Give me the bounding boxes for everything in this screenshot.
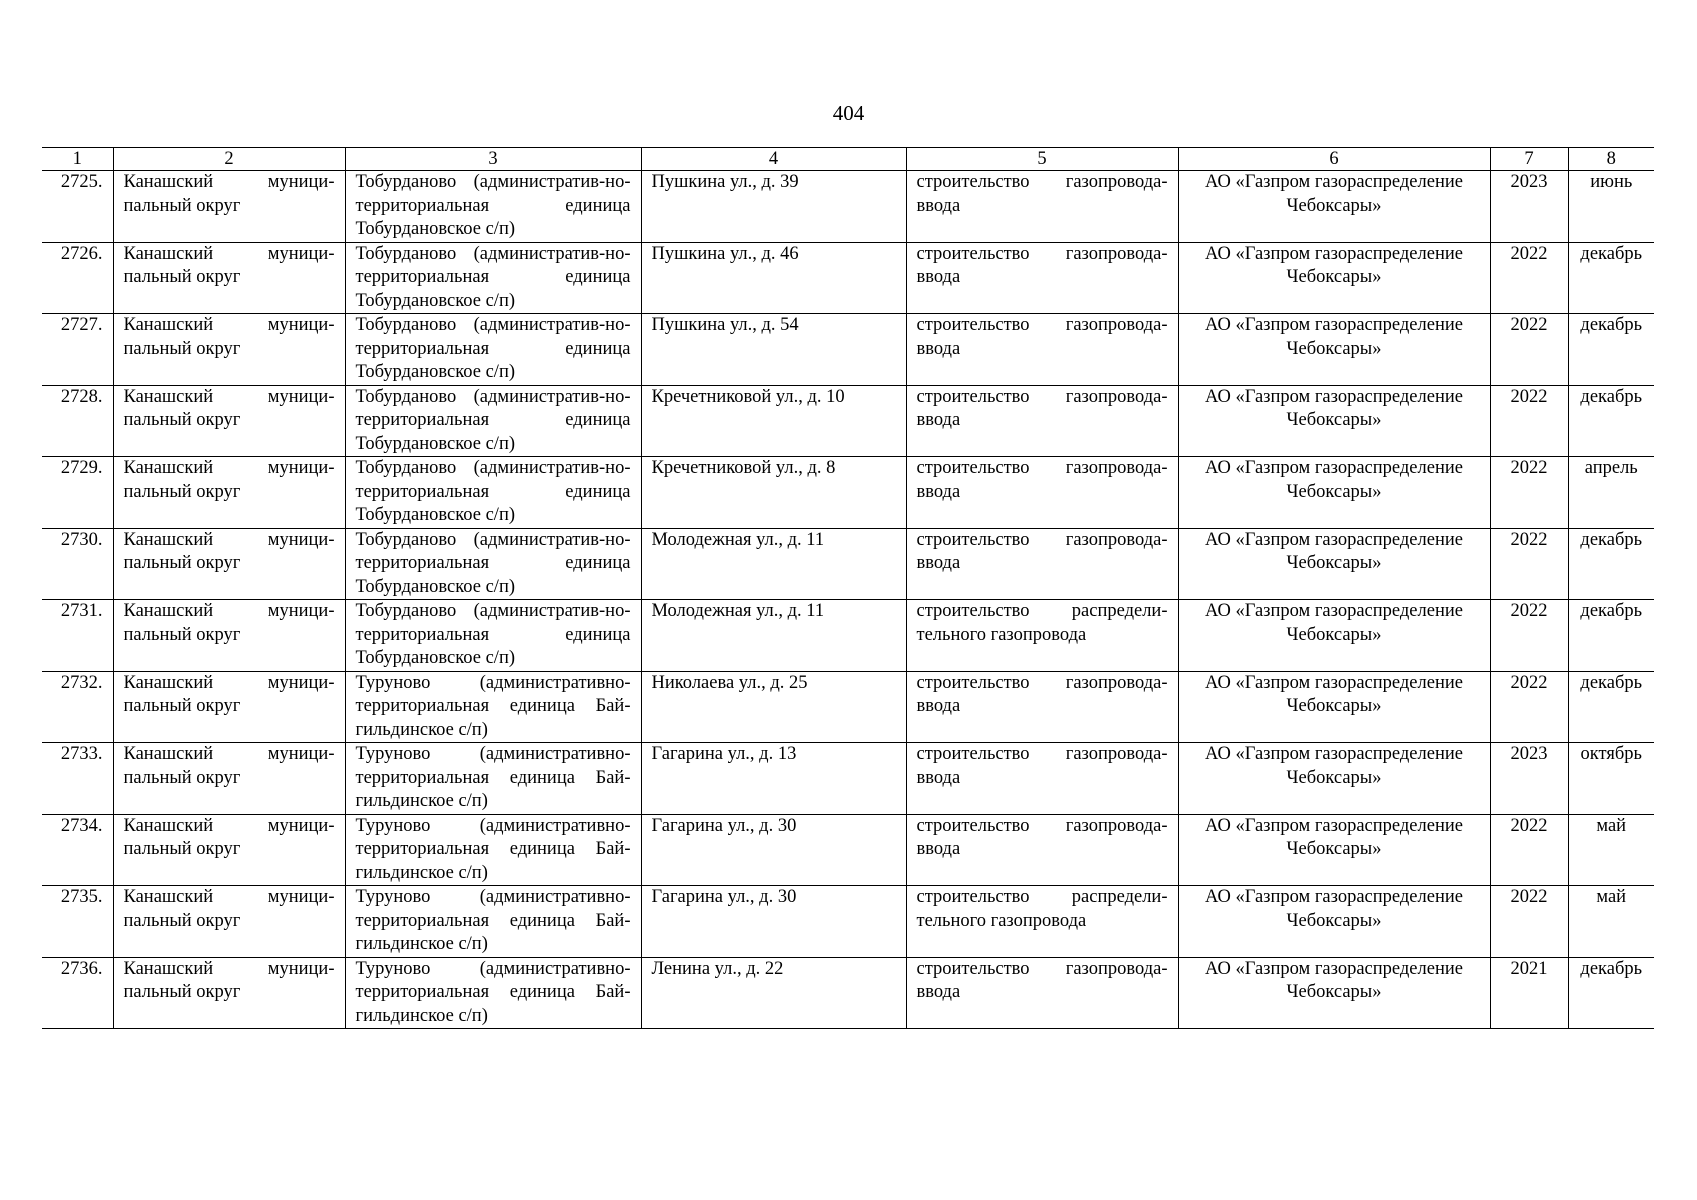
address-cell: Пушкина ул., д. 39 xyxy=(641,171,906,243)
organization-cell: АО «Газпром газораспределение Чебоксары» xyxy=(1178,171,1490,243)
settlement-cell: Тобурданово (административ-но-территориальная единица Тобурдановское с/п) xyxy=(345,457,641,529)
month-cell: декабрь xyxy=(1568,314,1654,386)
year-cell: 2022 xyxy=(1490,457,1568,529)
column-header: 5 xyxy=(906,148,1178,171)
year-cell: 2022 xyxy=(1490,671,1568,743)
district-cell: Канашский муници-пальный округ xyxy=(113,743,345,815)
work-type-cell: строительство газопровода-ввода xyxy=(906,242,1178,314)
work-type-cell: строительство газопровода-ввода xyxy=(906,385,1178,457)
work-type-cell: строительство распредели-тельного газопровода xyxy=(906,886,1178,958)
month-cell: декабрь xyxy=(1568,528,1654,600)
settlement-cell: Туруново (административно-территориальная единица Бай-гильдинское с/п) xyxy=(345,671,641,743)
table-row xyxy=(42,743,1654,815)
column-header: 4 xyxy=(641,148,906,171)
work-type-cell: строительство газопровода-ввода xyxy=(906,671,1178,743)
month-cell: май xyxy=(1568,886,1654,958)
work-type-cell: строительство газопровода-ввода xyxy=(906,457,1178,529)
work-type-cell: строительство газопровода-ввода xyxy=(906,528,1178,600)
organization-cell: АО «Газпром газораспределение Чебоксары» xyxy=(1178,457,1490,529)
district-cell: Канашский муници-пальный округ xyxy=(113,528,345,600)
year-cell: 2023 xyxy=(1490,743,1568,815)
settlement-cell: Туруново (административно-территориальная единица Бай-гильдинское с/п) xyxy=(345,814,641,886)
work-type-cell: строительство газопровода-ввода xyxy=(906,814,1178,886)
address-cell: Кречетниковой ул., д. 8 xyxy=(641,457,906,529)
work-type-cell: строительство газопровода-ввода xyxy=(906,314,1178,386)
row-number-cell: 2736. xyxy=(42,957,113,1029)
organization-cell: АО «Газпром газораспределение Чебоксары» xyxy=(1178,743,1490,815)
month-cell: декабрь xyxy=(1568,671,1654,743)
organization-cell: АО «Газпром газораспределение Чебоксары» xyxy=(1178,886,1490,958)
column-header: 8 xyxy=(1568,148,1654,171)
table-row xyxy=(42,600,1654,672)
page-number: 404 xyxy=(832,101,865,125)
table-row xyxy=(42,814,1654,886)
month-cell: декабрь xyxy=(1568,600,1654,672)
row-number-cell: 2733. xyxy=(42,743,113,815)
row-number-cell: 2734. xyxy=(42,814,113,886)
table-row xyxy=(42,886,1654,958)
table-row xyxy=(42,314,1654,386)
table-row xyxy=(42,171,1654,243)
column-header: 3 xyxy=(345,148,641,171)
settlement-cell: Тобурданово (административ-но-территориальная единица Тобурдановское с/п) xyxy=(345,314,641,386)
address-cell: Николаева ул., д. 25 xyxy=(641,671,906,743)
organization-cell: АО «Газпром газораспределение Чебоксары» xyxy=(1178,814,1490,886)
settlement-cell: Тобурданово (административ-но-территориальная единица Тобурдановское с/п) xyxy=(345,171,641,243)
organization-cell: АО «Газпром газораспределение Чебоксары» xyxy=(1178,385,1490,457)
organization-cell: АО «Газпром газораспределение Чебоксары» xyxy=(1178,528,1490,600)
month-cell: декабрь xyxy=(1568,385,1654,457)
organization-cell: АО «Газпром газораспределение Чебоксары» xyxy=(1178,957,1490,1029)
settlement-cell: Тобурданово (административ-но-территориальная единица Тобурдановское с/п) xyxy=(345,385,641,457)
year-cell: 2023 xyxy=(1490,171,1568,243)
year-cell: 2021 xyxy=(1490,957,1568,1029)
settlement-cell: Туруново (административно-территориальная единица Бай-гильдинское с/п) xyxy=(345,957,641,1029)
organization-cell: АО «Газпром газораспределение Чебоксары» xyxy=(1178,314,1490,386)
work-type-cell: строительство распредели-тельного газопровода xyxy=(906,600,1178,672)
district-cell: Канашский муници-пальный округ xyxy=(113,957,345,1029)
address-cell: Молодежная ул., д. 11 xyxy=(641,600,906,672)
row-number-cell: 2728. xyxy=(42,385,113,457)
district-cell: Канашский муници-пальный округ xyxy=(113,314,345,386)
address-cell: Кречетниковой ул., д. 10 xyxy=(641,385,906,457)
address-cell: Гагарина ул., д. 13 xyxy=(641,743,906,815)
column-header: 2 xyxy=(113,148,345,171)
organization-cell: АО «Газпром газораспределение Чебоксары» xyxy=(1178,671,1490,743)
column-header: 6 xyxy=(1178,148,1490,171)
district-cell: Канашский муници-пальный округ xyxy=(113,171,345,243)
row-number-cell: 2730. xyxy=(42,528,113,600)
organization-cell: АО «Газпром газораспределение Чебоксары» xyxy=(1178,242,1490,314)
settlement-cell: Тобурданово (административ-но-территориальная единица Тобурдановское с/п) xyxy=(345,600,641,672)
table-row xyxy=(42,671,1654,743)
settlement-cell: Туруново (административно-территориальная единица Бай-гильдинское с/п) xyxy=(345,886,641,958)
row-number-cell: 2735. xyxy=(42,886,113,958)
address-cell: Ленина ул., д. 22 xyxy=(641,957,906,1029)
row-number-cell: 2725. xyxy=(42,171,113,243)
address-cell: Гагарина ул., д. 30 xyxy=(641,886,906,958)
year-cell: 2022 xyxy=(1490,385,1568,457)
work-type-cell: строительство газопровода-ввода xyxy=(906,957,1178,1029)
year-cell: 2022 xyxy=(1490,242,1568,314)
row-number-cell: 2731. xyxy=(42,600,113,672)
table-row xyxy=(42,242,1654,314)
district-cell: Канашский муници-пальный округ xyxy=(113,242,345,314)
year-cell: 2022 xyxy=(1490,600,1568,672)
settlement-cell: Туруново (административно-территориальная единица Бай-гильдинское с/п) xyxy=(345,743,641,815)
year-cell: 2022 xyxy=(1490,528,1568,600)
month-cell: июнь xyxy=(1568,171,1654,243)
month-cell: декабрь xyxy=(1568,242,1654,314)
row-number-cell: 2732. xyxy=(42,671,113,743)
month-cell: май xyxy=(1568,814,1654,886)
column-header-row xyxy=(42,148,1654,171)
address-cell: Молодежная ул., д. 11 xyxy=(641,528,906,600)
row-number-cell: 2727. xyxy=(42,314,113,386)
month-cell: октябрь xyxy=(1568,743,1654,815)
year-cell: 2022 xyxy=(1490,886,1568,958)
gas-pipeline-table xyxy=(42,147,1654,1029)
year-cell: 2022 xyxy=(1490,314,1568,386)
district-cell: Канашский муници-пальный округ xyxy=(113,814,345,886)
organization-cell: АО «Газпром газораспределение Чебоксары» xyxy=(1178,600,1490,672)
district-cell: Канашский муници-пальный округ xyxy=(113,385,345,457)
address-cell: Пушкина ул., д. 54 xyxy=(641,314,906,386)
address-cell: Пушкина ул., д. 46 xyxy=(641,242,906,314)
row-number-cell: 2726. xyxy=(42,242,113,314)
column-header: 7 xyxy=(1490,148,1568,171)
district-cell: Канашский муници-пальный округ xyxy=(113,886,345,958)
settlement-cell: Тобурданово (административ-но-территориальная единица Тобурдановское с/п) xyxy=(345,242,641,314)
table-row xyxy=(42,528,1654,600)
district-cell: Канашский муници-пальный округ xyxy=(113,671,345,743)
work-type-cell: строительство газопровода-ввода xyxy=(906,171,1178,243)
work-type-cell: строительство газопровода-ввода xyxy=(906,743,1178,815)
table-row xyxy=(42,457,1654,529)
row-number-cell: 2729. xyxy=(42,457,113,529)
settlement-cell: Тобурданово (административ-но-территориальная единица Тобурдановское с/п) xyxy=(345,528,641,600)
district-cell: Канашский муници-пальный округ xyxy=(113,457,345,529)
table-row xyxy=(42,385,1654,457)
district-cell: Канашский муници-пальный округ xyxy=(113,600,345,672)
table-row xyxy=(42,957,1654,1029)
column-header: 1 xyxy=(42,148,113,171)
month-cell: апрель xyxy=(1568,457,1654,529)
month-cell: декабрь xyxy=(1568,957,1654,1029)
address-cell: Гагарина ул., д. 30 xyxy=(641,814,906,886)
year-cell: 2022 xyxy=(1490,814,1568,886)
